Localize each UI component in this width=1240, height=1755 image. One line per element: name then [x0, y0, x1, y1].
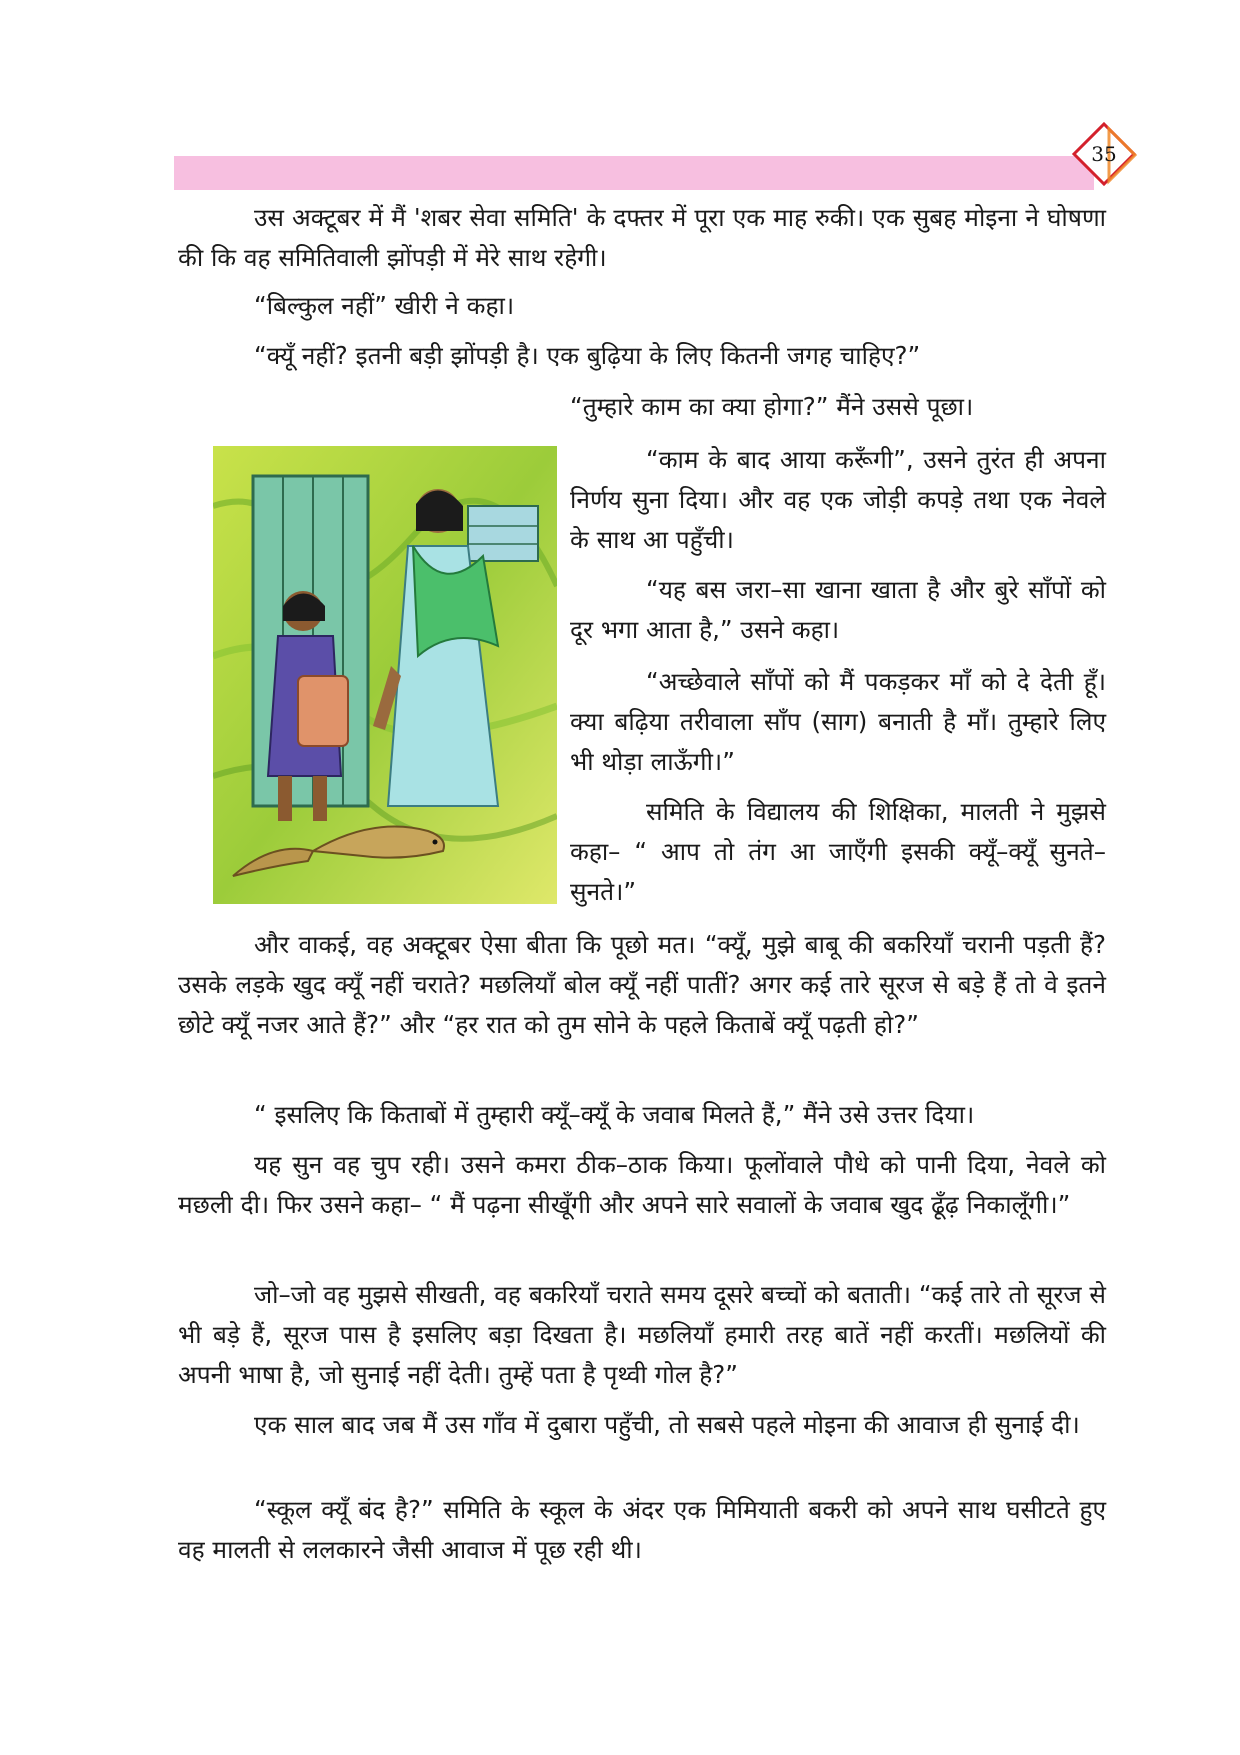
paragraph-13: एक साल बाद जब मैं उस गाँव में दुबारा पहुँची, तो सबसे पहले मोइना की आवाज ही सुनाई दी।	[254, 1410, 1080, 1439]
paragraph-2: “बिल्कुल नहीं” खीरी ने कहा।	[254, 291, 515, 320]
paragraph-3: “क्यूँ नहीं? इतनी बड़ी झोंपड़ी है। एक बुढ़िया के लिए कितनी जगह चाहिए?”	[254, 341, 921, 370]
paragraph-8: समिति के विद्यालय की शिक्षिका, मालती ने मुझसे कहा– “ आप तो तंग आ जाएँगी इसकी क्यूँ–क्यूँ सुनते–सुनते।”	[570, 797, 1106, 906]
paragraph-4: “तुम्हारे काम का क्या होगा?” मैंने उससे पूछा।	[570, 392, 974, 421]
page-number: 35	[1091, 142, 1117, 166]
paragraph-6: “यह बस जरा–सा खाना खाता है और बुरे साँपों को दूर भगा आता है,” उसने कहा।	[570, 575, 1106, 644]
paragraph-14: “स्कूल क्यूँ बंद है?” समिति के स्कूल के अंदर एक मिमियाती बकरी को अपने साथ घसीटते हुए वह मालती से ललकारने जैसी आवाज में पूछ रही थी।	[178, 1495, 1106, 1564]
paragraph-7: “अच्छेवाले साँपों को मैं पकड़कर माँ को दे देती हूँ। क्या बढ़िया तरीवाला साँप (साग) बनाती है माँ। तुम्हारे लिए भी थोड़ा लाऊँगी।”	[570, 667, 1106, 776]
paragraph-1: उस अक्टूबर में मैं 'शबर सेवा समिति' के दफ्तर में पूरा एक माह रुकी। एक सुबह मोइना ने घोषणा की कि वह समितिवाली झोंपड़ी में मेरे साथ रहेगी।	[178, 203, 1106, 272]
paragraph-11: यह सुन वह चुप रही। उसने कमरा ठीक–ठाक किया। फूलोंवाले पौधे को पानी दिया, नेवले को मछली दी। फिर उसने कहा– “ मैं पढ़ना सीखूँगी और अपने सारे सवालों के जवाब खुद ढूँढ़ निकालूँगी।”	[178, 1150, 1106, 1219]
page-number-badge	[1071, 121, 1137, 187]
paragraph-10: “ इसलिए कि किताबों में तुम्हारी क्यूँ–क्यूँ के जवाब मिलते हैं,” मैंने उसे उत्तर दिया।	[254, 1100, 975, 1129]
story-illustration	[213, 446, 557, 904]
paragraph-9: और वाकई, वह अक्टूबर ऐसा बीता कि पूछो मत। “क्यूँ, मुझे बाबू की बकरियाँ चरानी पड़ती हैं? उसके लड़के खुद क्यूँ नहीं चराते? मछलियाँ बोल क्यूँ नहीं पातीं? अगर कई तारे सूरज से बड़े हैं तो वे इतने छोटे क्यूँ नजर आते हैं?” और “हर रात को तुम सोने के पहले किताबें क्यूँ पढ़ती हो?”	[178, 930, 1106, 1039]
paragraph-12: जो–जो वह मुझसे सीखती, वह बकरियाँ चराते समय दूसरे बच्चों को बताती। “कई तारे तो सूरज से भी बड़े हैं, सूरज पास है इसलिए बड़ा दिखता है। मछलियाँ हमारी तरह बातें नहीं करतीं। मछलियों की अपनी भाषा है, जो सुनाई नहीं देती। तुम्हें पता है पृथ्वी गोल है?”	[178, 1280, 1106, 1389]
paragraph-5: “काम के बाद आया करूँगी”, उसने तुरंत ही अपना निर्णय सुना दिया। और वह एक जोड़ी कपड़े तथा एक नेवले के साथ आ पहुँची।	[570, 445, 1106, 554]
header-band	[174, 156, 1094, 190]
